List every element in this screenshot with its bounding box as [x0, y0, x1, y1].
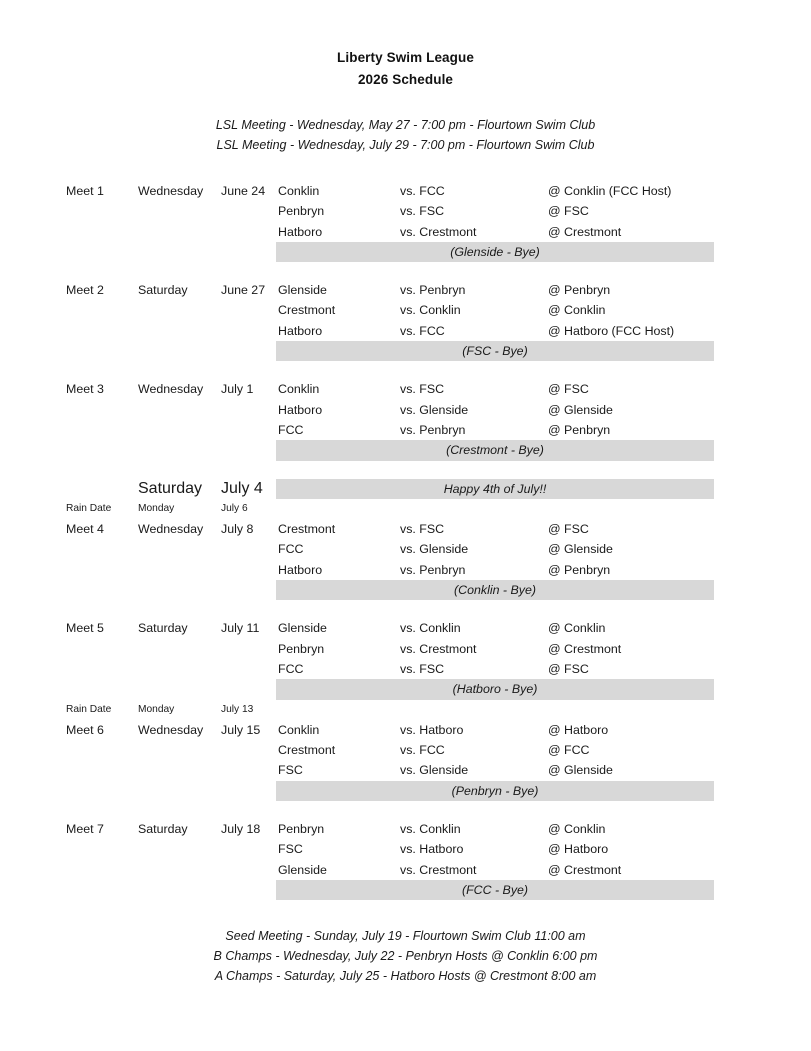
footer-notes: [0, 926, 811, 986]
matchup-opponent: vs. Conklin: [400, 303, 461, 318]
matchup-opponent: vs. Hatboro: [400, 722, 464, 737]
matchup-opponent: vs. Crestmont: [400, 224, 477, 239]
matchup-team: Penbryn: [278, 641, 325, 656]
meet-label: Meet 2: [66, 283, 104, 298]
meet-group: [0, 181, 811, 262]
matchup-opponent: vs. FCC: [400, 184, 445, 198]
table-row: [0, 720, 811, 740]
table-row: [0, 618, 811, 638]
meet-label: Meet 6: [66, 722, 104, 737]
bye-banner: (FCC - Bye): [276, 880, 714, 900]
matchup-opponent: vs. Conklin: [400, 621, 461, 636]
schedule-table: [0, 181, 811, 900]
matchup-opponent: vs. Glenside: [400, 542, 469, 557]
meet-day: Saturday: [138, 621, 188, 636]
meet-date: June 27: [221, 283, 266, 298]
league-meeting-note: LSL Meeting - Wednesday, July 29 - 7:00 pm - Flourtown Swim Club: [216, 138, 595, 152]
matchup-location: @ Glenside: [548, 542, 613, 557]
matchup-location: @ FSC: [548, 661, 589, 676]
table-row: [0, 181, 811, 201]
bye-banner: (FSC - Bye): [276, 341, 714, 361]
table-row: [0, 760, 811, 780]
meet-label: Meet 5: [66, 621, 104, 636]
rain-date-day: Monday: [138, 703, 175, 715]
table-row: [0, 420, 811, 440]
matchup-location: @ Crestmont: [548, 641, 622, 656]
rain-date-row: [0, 700, 811, 720]
table-row: [0, 400, 811, 420]
matchup-opponent: vs. Crestmont: [400, 862, 477, 877]
matchup-location: @ Crestmont: [548, 862, 622, 877]
footer-note: A Champs - Saturday, July 25 - Hatboro Hosts @ Crestmont 8:00 am: [214, 969, 597, 984]
matchup-team: Crestmont: [278, 303, 336, 318]
matchup-team: FCC: [278, 422, 304, 437]
table-row: [0, 280, 811, 300]
matchup-team: Crestmont: [278, 743, 336, 758]
matchup-location: @ Hatboro: [548, 842, 609, 857]
meet-label: Meet 3: [66, 382, 104, 397]
page-title: Liberty Swim League: [337, 50, 474, 65]
matchup-location: @ Conklin (FCC Host): [548, 184, 672, 198]
bye-row: [0, 580, 811, 600]
matchup-team: Conklin: [278, 382, 320, 397]
bye-row: [0, 440, 811, 460]
table-row: [0, 222, 811, 242]
matchup-team: FCC: [278, 542, 304, 557]
meet-group: [0, 700, 811, 801]
matchup-location: @ Conklin: [548, 621, 606, 636]
table-row: [0, 740, 811, 760]
matchup-location: @ FCC: [548, 743, 590, 758]
matchup-opponent: vs. Penbryn: [400, 283, 466, 298]
table-row: [0, 659, 811, 679]
footer-note: B Champs - Wednesday, July 22 - Penbryn Hosts @ Conklin 6:00 pm: [213, 949, 598, 964]
bye-banner: (Crestmont - Bye): [276, 440, 714, 460]
table-row: [0, 321, 811, 341]
matchup-location: @ Hatboro: [548, 722, 609, 737]
matchup-team: FSC: [278, 842, 303, 857]
matchup-location: @ Conklin: [548, 303, 606, 318]
meet-day: Wednesday: [138, 382, 204, 397]
matchup-location: @ Hatboro (FCC Host): [548, 323, 675, 338]
meet-date: July 18: [221, 822, 261, 837]
table-row: [0, 300, 811, 320]
bye-row: [0, 781, 811, 801]
table-row: [0, 860, 811, 880]
matchup-opponent: vs. Crestmont: [400, 641, 477, 656]
meet-day: Saturday: [138, 822, 188, 837]
meet-day: Wednesday: [138, 184, 204, 198]
rain-date-day: Monday: [138, 502, 175, 514]
document-header: [0, 0, 811, 91]
matchup-opponent: vs. Glenside: [400, 763, 469, 778]
matchup-opponent: vs. Penbryn: [400, 422, 466, 437]
matchup-team: Hatboro: [278, 402, 323, 417]
table-row: [0, 839, 811, 859]
matchup-opponent: vs. FCC: [400, 323, 445, 338]
rain-date-date: July 13: [221, 703, 254, 715]
matchup-team: FSC: [278, 763, 303, 778]
matchup-opponent: vs. FSC: [400, 204, 445, 219]
matchup-opponent: vs. FSC: [400, 522, 445, 537]
league-meetings: [0, 115, 811, 155]
footer-note: Seed Meeting - Sunday, July 19 - Flourtown Swim Club 11:00 am: [225, 929, 586, 944]
matchup-location: @ Conklin: [548, 822, 606, 837]
bye-row: [0, 242, 811, 262]
holiday-day: Saturday: [138, 479, 203, 497]
table-row: [0, 819, 811, 839]
matchup-location: @ Crestmont: [548, 224, 622, 239]
matchup-opponent: vs. Glenside: [400, 402, 469, 417]
matchup-location: @ FSC: [548, 382, 589, 397]
matchup-location: @ Penbryn: [548, 422, 611, 437]
page-subtitle: 2026 Schedule: [357, 72, 454, 87]
meet-group: [0, 479, 811, 601]
matchup-team: Conklin: [278, 722, 320, 737]
table-row: [0, 539, 811, 559]
meet-date: July 8: [221, 522, 254, 537]
matchup-team: FCC: [278, 661, 304, 676]
meet-day: Saturday: [138, 283, 188, 298]
rain-date-label: Rain Date: [66, 703, 112, 715]
meet-date: July 15: [221, 722, 261, 737]
matchup-team: Hatboro: [278, 224, 323, 239]
holiday-row: [0, 479, 811, 499]
table-row: [0, 379, 811, 399]
matchup-team: Glenside: [278, 621, 327, 636]
league-meeting-note: LSL Meeting - Wednesday, May 27 - 7:00 pm - Flourtown Swim Club: [215, 118, 596, 132]
matchup-opponent: vs. FSC: [400, 382, 445, 397]
matchup-opponent: vs. FSC: [400, 661, 445, 676]
matchup-team: Glenside: [278, 862, 327, 877]
bye-banner: (Conklin - Bye): [276, 580, 714, 600]
table-row: [0, 519, 811, 539]
meet-label: Meet 1: [66, 184, 104, 198]
bye-row: [0, 679, 811, 699]
meet-date: July 1: [221, 382, 254, 397]
matchup-location: @ FSC: [548, 204, 589, 219]
matchup-opponent: vs. Hatboro: [400, 842, 464, 857]
meet-group: [0, 618, 811, 699]
matchup-opponent: vs. Penbryn: [400, 562, 466, 577]
matchup-team: Crestmont: [278, 522, 336, 537]
matchup-team: Hatboro: [278, 562, 323, 577]
matchup-opponent: vs. FCC: [400, 743, 445, 758]
matchup-team: Penbryn: [278, 204, 325, 219]
rain-date-label: Rain Date: [66, 502, 112, 514]
bye-banner: (Glenside - Bye): [276, 242, 714, 262]
table-row: [0, 201, 811, 221]
meet-date: July 11: [221, 621, 260, 636]
matchup-opponent: vs. Conklin: [400, 822, 461, 837]
meet-date: June 24: [221, 184, 266, 198]
matchup-team: Conklin: [278, 184, 320, 198]
matchup-team: Glenside: [278, 283, 327, 298]
meet-label: Meet 7: [66, 822, 104, 837]
rain-date-date: July 6: [221, 502, 248, 514]
bye-banner: (Hatboro - Bye): [276, 679, 714, 699]
table-row: [0, 560, 811, 580]
bye-banner: (Penbryn - Bye): [276, 781, 714, 801]
matchup-location: @ Glenside: [548, 402, 613, 417]
meet-label: Meet 4: [66, 522, 104, 537]
matchup-location: @ Glenside: [548, 763, 613, 778]
matchup-team: Hatboro: [278, 323, 323, 338]
matchup-location: @ Penbryn: [548, 283, 611, 298]
table-row: [0, 639, 811, 659]
matchup-location: @ Penbryn: [548, 562, 611, 577]
meet-day: Wednesday: [138, 722, 204, 737]
holiday-banner: Happy 4th of July!!: [276, 479, 714, 499]
meet-group: [0, 280, 811, 361]
bye-row: [0, 880, 811, 900]
matchup-location: @ FSC: [548, 522, 589, 537]
rain-date-row: [0, 499, 811, 519]
matchup-team: Penbryn: [278, 822, 325, 837]
meet-group: [0, 379, 811, 460]
meet-group: [0, 819, 811, 900]
meet-day: Wednesday: [138, 522, 204, 537]
holiday-date: July 4: [221, 479, 263, 497]
bye-row: [0, 341, 811, 361]
